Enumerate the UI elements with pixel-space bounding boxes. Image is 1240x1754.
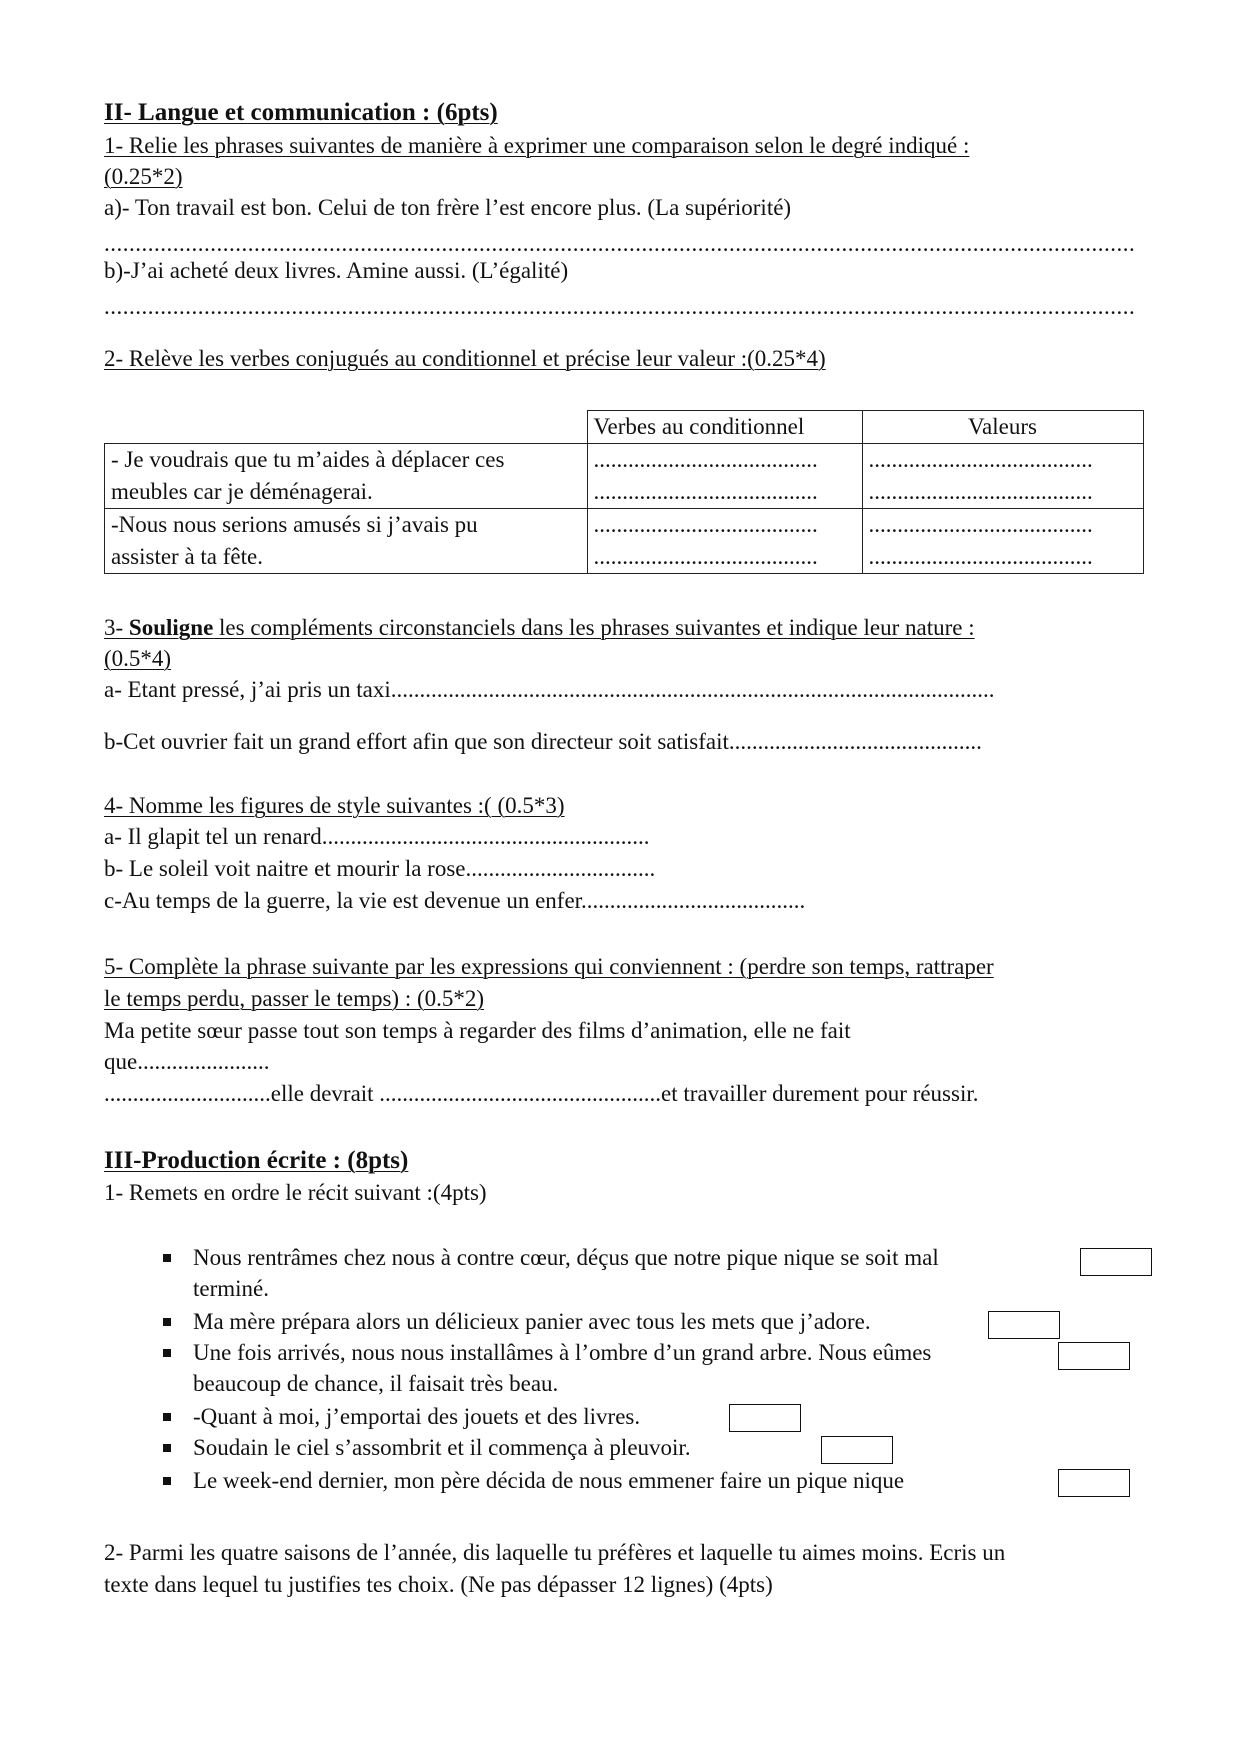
blank[interactable]: ....................................... [593,544,818,569]
table-row-2-sentence [105,509,588,574]
order-box-1[interactable] [1080,1248,1152,1276]
table-empty-corner [105,411,588,444]
order-box-4[interactable] [729,1404,801,1432]
list-item [163,1306,871,1337]
blank[interactable]: ....................................... [593,447,818,472]
q1-points: (0.25*2) [104,164,183,189]
col-header-verbs: Verbes au conditionnel [587,411,862,444]
blank[interactable]: ....................................... [868,447,1093,472]
blank[interactable]: ....................................... [868,544,1093,569]
bullet-icon [163,1444,171,1452]
q1-sentence-b: b)-J’ai acheté deux livres. Amine aussi. (L’égalité) [104,258,569,283]
section-2-title: II- Langue et communication : (6pts) [104,99,498,126]
table-row-1-verbs[interactable] [587,444,862,509]
bullet-icon [163,1477,171,1485]
blank[interactable]: ....................................... [868,512,1093,537]
q2-instruction: 2- Relève les verbes conjugués au conditionnel et précise leur valeur :(0.25*4) [104,346,826,371]
q4-item-c: c-Au temps de la guerre, la vie est devenue un enfer....................................... [104,888,806,913]
q1-order-instruction: 1- Remets en ordre le récit suivant :(4pts) [104,1180,487,1205]
blank[interactable]: ....................................... [593,512,818,537]
q1-instruction: 1- Relie les phrases suivantes de manière à exprimer une comparaison selon le degré indiqué : [104,133,970,158]
q4-instruction: 4- Nomme les figures de style suivantes :( (0.5*3) [104,793,565,818]
q3-points: (0.5*4) [104,646,172,671]
order-box-6[interactable] [1058,1469,1130,1497]
q5-sentence-line1: Ma petite sœur passe tout son temps à regarder des films d’animation, elle ne fait [104,1018,851,1043]
q2-writing-line2: texte dans lequel tu justifies tes choix. (Ne pas dépasser 12 lignes) (4pts) [104,1572,773,1597]
q5-sentence-line2: que....................... [104,1049,270,1074]
item-text: Le week-end dernier, mon père décida de nous emmener faire un pique nique [193,1468,905,1493]
list-item-continued: terminé. [193,1276,269,1301]
blank[interactable]: ....................................... [593,479,818,504]
q4-item-a: a- Il glapit tel un renard......................................................... [104,824,650,849]
list-item [163,1432,691,1463]
q3-sentence-a: a- Etant pressé, j’ai pris un taxi......................................................................................................... [104,677,995,702]
q2-writing-line1: 2- Parmi les quatre saisons de l’année, dis laquelle tu préfères et laquelle tu aimes moins. Ecris un [104,1540,1006,1565]
q3-rest: les compléments circonstanciels dans les phrases suivantes et indique leur nature : [213,615,975,640]
list-item [163,1401,640,1432]
conditional-table [104,410,1144,574]
row1-line2: meubles car je déménagerai. [111,479,373,504]
item-text: Soudain le ciel s’assombrit et il commença à pleuvoir. [193,1435,691,1460]
q3-sentence-b: b-Cet ouvrier fait un grand effort afin que son directeur soit satisfait............................................ [104,729,982,754]
table-row-1-values[interactable] [862,444,1143,509]
q3-number: 3- [104,615,129,640]
blank[interactable]: ....................................... [868,479,1093,504]
list-item [163,1242,939,1273]
q3-bold-verb: Souligne [128,615,214,640]
answer-line-a[interactable]: ..................................................................................................................................................................... [104,234,1136,254]
col-header-values: Valeurs [862,411,1143,444]
row1-line1: - Je voudrais que tu m’aides à déplacer ces [111,447,505,472]
row2-line1: -Nous nous serions amusés si j’avais pu [111,512,478,537]
order-box-3[interactable] [1058,1342,1130,1370]
list-item [163,1337,931,1368]
q1-sentence-a: a)- Ton travail est bon. Celui de ton frère l’est encore plus. (La supériorité) [104,195,792,220]
bullet-icon [163,1349,171,1357]
row2-line2: assister à ta fête. [111,544,263,569]
q5-instruction-line1: 5- Complète la phrase suivante par les expressions qui conviennent : (perdre son temps, rattraper [104,954,994,979]
item-text: -Quant à moi, j’emportai des jouets et des livres. [193,1404,641,1429]
q5-sentence-line3: .............................elle devrait .................................................et travailler durement pour réussir. [104,1081,979,1106]
table-row-2-verbs[interactable] [587,509,862,574]
q5-instruction-line2: le temps perdu, passer le temps) : (0.5*2) [104,986,485,1011]
answer-line-b[interactable]: ..................................................................................................................................................................... [104,297,1136,317]
list-item [163,1465,904,1496]
table-row-1-sentence [105,444,588,509]
bullet-icon [163,1254,171,1262]
order-box-2[interactable] [988,1311,1060,1339]
section-3-title: III-Production écrite : (8pts) [104,1147,409,1174]
q3-instruction [104,613,975,643]
item-text: Ma mère prépara alors un délicieux panier avec tous les mets que j’adore. [193,1309,871,1334]
list-item-continued: beaucoup de chance, il faisait très beau. [193,1371,559,1396]
order-box-5[interactable] [821,1436,893,1464]
bullet-icon [163,1318,171,1326]
q4-item-b: b- Le soleil voit naitre et mourir la rose................................. [104,856,656,881]
item-text: Une fois arrivés, nous nous installâmes à l’ombre d’un grand arbre. Nous eûmes [193,1340,932,1365]
item-text: Nous rentrâmes chez nous à contre cœur, déçus que notre pique nique se soit mal [193,1245,939,1270]
table-row-2-values[interactable] [862,509,1143,574]
bullet-icon [163,1413,171,1421]
